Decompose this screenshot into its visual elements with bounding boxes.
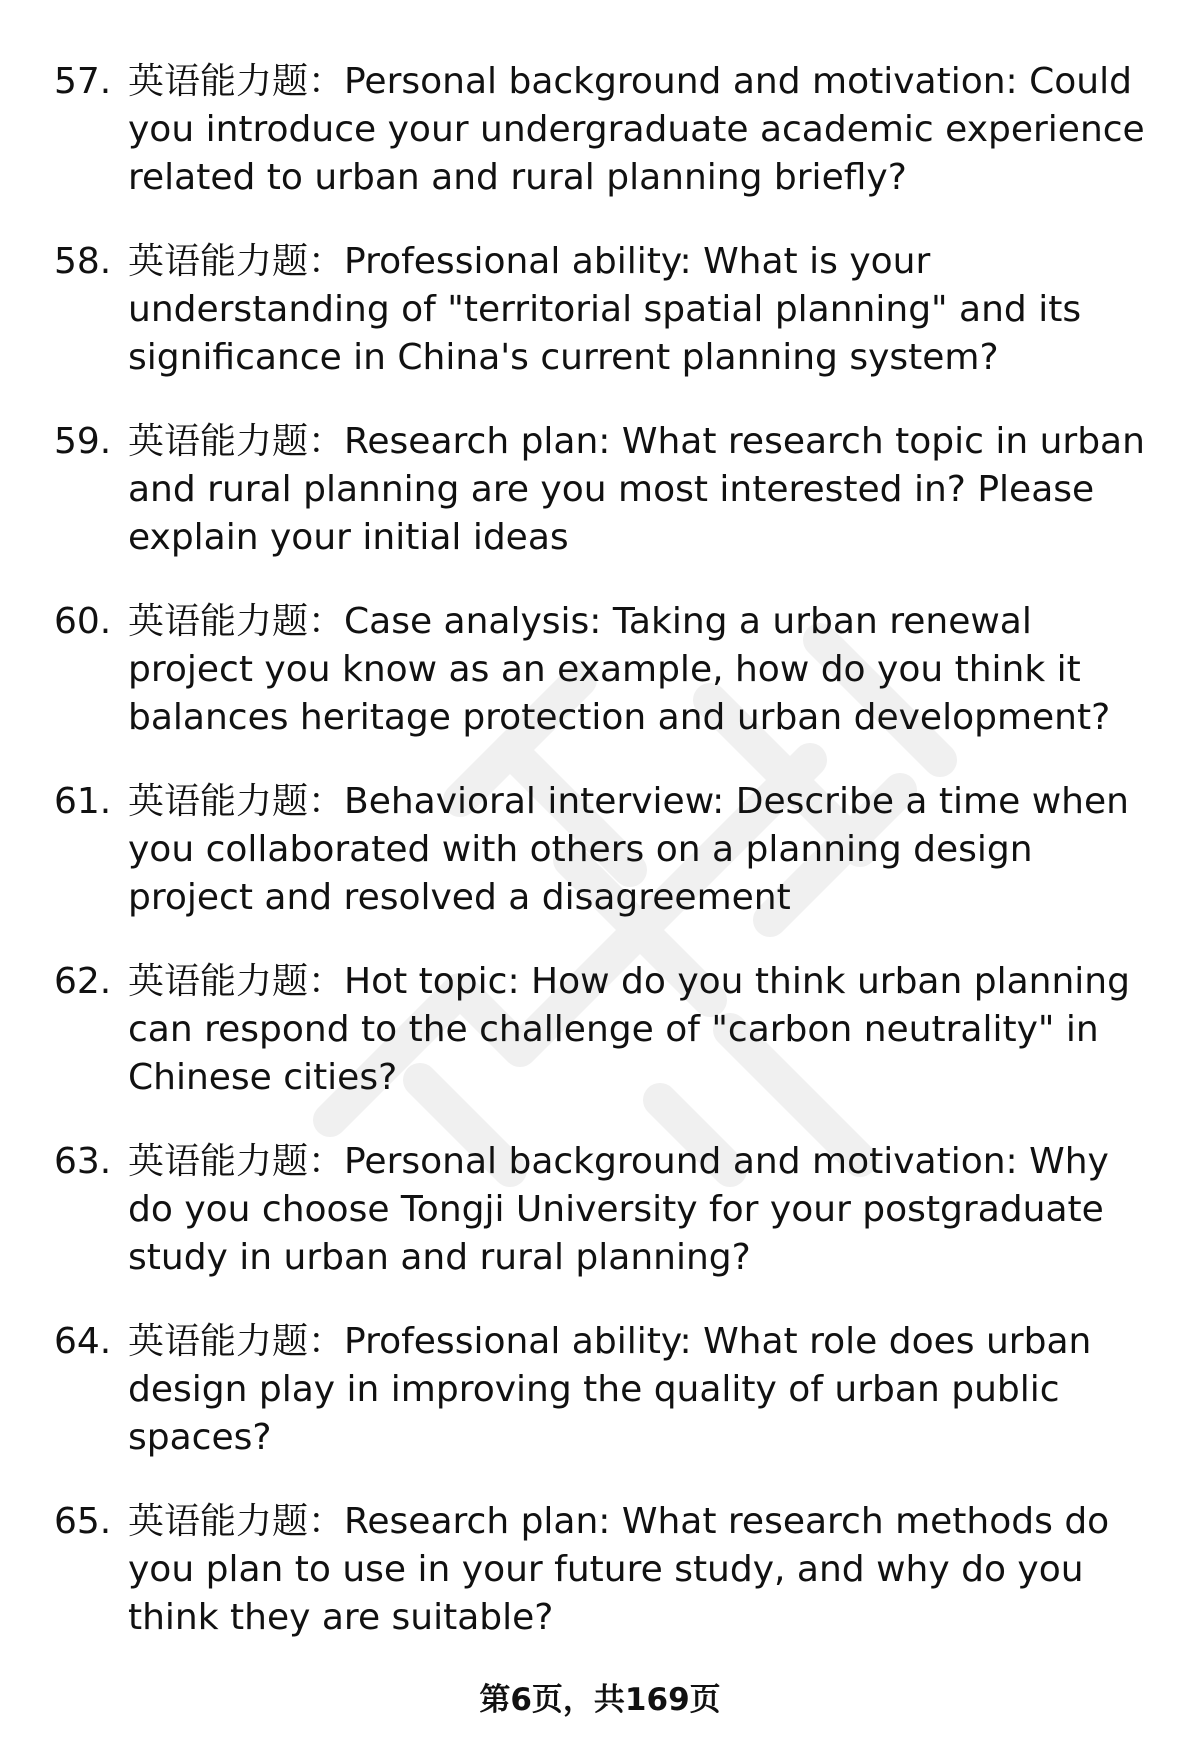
question-number: 62. (54, 961, 112, 1002)
list-item (54, 598, 1154, 778)
question-text: 英语能力题：Personal background and motivation: Why do you choose Tongji University for your postgraduate study in urban and rural planning? (128, 1141, 1109, 1278)
question-number: 64. (54, 1321, 112, 1362)
page-footer (0, 1680, 1200, 1720)
question-number: 65. (54, 1501, 112, 1542)
question-number: 59. (54, 421, 112, 462)
list-item (54, 778, 1154, 958)
question-number: 63. (54, 1141, 112, 1182)
list-item (54, 1318, 1154, 1498)
page-number-label: 第6页，共169页 (479, 1682, 721, 1718)
question-number: 58. (54, 241, 112, 282)
question-text: 英语能力题：Case analysis: Taking a urban renewal project you know as an example, how do you think it balances heritage protection and urban development? (128, 601, 1111, 738)
question-number: 57. (54, 61, 112, 102)
question-text: 英语能力题：Professional ability: What is your understanding of "territorial spatial planning" and its significance in China's current planning system? (128, 241, 1082, 378)
question-number: 60. (54, 601, 112, 642)
question-number: 61. (54, 781, 112, 822)
list-item (54, 1498, 1154, 1678)
list-item (54, 238, 1154, 418)
list-item (54, 958, 1154, 1138)
list-item (54, 1138, 1154, 1318)
question-text: 英语能力题：Personal background and motivation: Could you introduce your undergraduate academic experience related to urban and rural planning briefly? (128, 61, 1145, 198)
question-text: 英语能力题：Professional ability: What role does urban design play in improving the quality of urban public spaces? (128, 1321, 1092, 1458)
question-text: 英语能力题：Behavioral interview: Describe a time when you collaborated with others on a planning design project and resolved a disagreement (128, 781, 1129, 918)
list-item (54, 418, 1154, 598)
question-list (54, 58, 1154, 1678)
list-item (54, 58, 1154, 238)
question-text: 英语能力题：Hot topic: How do you think urban planning can respond to the challenge of "carbon neutrality" in Chinese cities? (128, 961, 1130, 1098)
question-text: 英语能力题：Research plan: What research methods do you plan to use in your future study, and why do you think they are suitable? (128, 1501, 1110, 1638)
question-text: 英语能力题：Research plan: What research topic in urban and rural planning are you most interested in? Please explain your initial ideas (128, 421, 1145, 558)
